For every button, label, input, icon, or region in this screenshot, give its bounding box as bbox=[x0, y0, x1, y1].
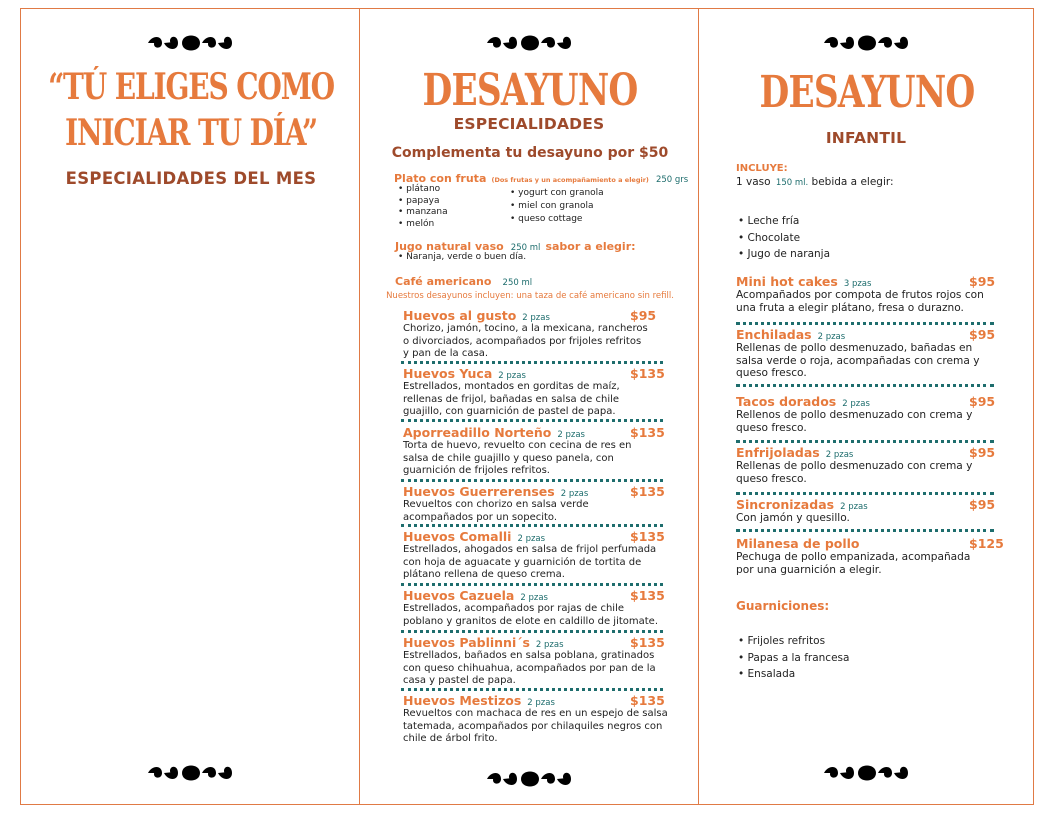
description-line: con queso chihuahua, acompañados por pan de la bbox=[403, 662, 656, 674]
list-item: • Ensalada bbox=[738, 666, 849, 683]
bottom-ornament-icon bbox=[699, 761, 1033, 785]
description-line: acompañados por un sopecito. bbox=[403, 511, 558, 523]
menu-item-qty: 2 pzas bbox=[557, 430, 585, 440]
menu-item-price: $135 bbox=[630, 366, 665, 381]
menu-item-qty: 2 pzas bbox=[560, 489, 589, 499]
includes-label: INCLUYE: bbox=[736, 163, 788, 174]
kids-breakfast-panel bbox=[698, 8, 1034, 805]
quote-line-1: “TÚ ELIGES COMO bbox=[48, 66, 334, 108]
fruit-list bbox=[398, 184, 448, 230]
coffee-label: Café americano bbox=[395, 275, 492, 288]
menu-item-price: $95 bbox=[969, 497, 996, 512]
description-line: Estrellados, ahogados en salsa de frijol perfumada bbox=[403, 544, 657, 555]
panel-title: DESAYUNO bbox=[759, 67, 975, 118]
menu-item-price: $95 bbox=[969, 445, 996, 460]
menu-item-title bbox=[736, 327, 845, 342]
list-item: • melón bbox=[398, 219, 448, 231]
menu-item-name: Huevos Cazuela bbox=[403, 588, 515, 603]
cover-panel bbox=[20, 8, 360, 805]
dotted-divider bbox=[401, 630, 663, 633]
menu-item-price: $135 bbox=[630, 635, 665, 650]
menu-item-title bbox=[736, 274, 871, 289]
menu-item-name: Aporreadillo Norteño bbox=[403, 425, 552, 440]
specials-subtitle: ESPECIALIDADES DEL MES bbox=[65, 169, 317, 188]
dotted-divider bbox=[401, 583, 663, 586]
menu-item-name: Huevos Yuca bbox=[403, 366, 493, 381]
description-line: Revueltos con chorizo en salsa verde bbox=[403, 499, 589, 510]
dotted-divider bbox=[401, 419, 663, 422]
list-item: • miel con granola bbox=[510, 200, 604, 213]
bottom-ornament-icon bbox=[360, 767, 698, 791]
list-item: • queso cottage bbox=[510, 213, 604, 226]
dotted-divider bbox=[401, 361, 663, 364]
menu-item-title bbox=[736, 536, 860, 551]
menu-item-price: $95 bbox=[630, 308, 657, 323]
menu-item-description bbox=[403, 323, 648, 361]
description-line: guarnición de frijoles refritos. bbox=[403, 465, 550, 476]
description-line: o divorciados, acompañados por frijoles refritos bbox=[403, 335, 642, 347]
top-ornament-icon bbox=[699, 31, 1033, 55]
description-line: queso fresco. bbox=[736, 367, 807, 379]
menu-item-description bbox=[736, 512, 850, 525]
menu-item-description bbox=[736, 409, 972, 434]
description-line: rellenas de frijol, bañadas en salsa de chile bbox=[403, 393, 620, 405]
menu-item-name: Enfrijoladas bbox=[736, 445, 820, 460]
section-subtitle: ESPECIALIDADES bbox=[453, 115, 605, 133]
menu-item-price: $135 bbox=[630, 529, 665, 544]
menu-item-title bbox=[403, 588, 548, 603]
menu-item-title bbox=[403, 366, 526, 381]
menu-item-price: $95 bbox=[969, 327, 996, 342]
coffee-line bbox=[395, 270, 532, 289]
juice-label: Jugo natural vaso bbox=[395, 240, 504, 253]
menu-item-price: $135 bbox=[630, 693, 665, 708]
fruit-plate-label: Plato con fruta bbox=[394, 172, 487, 185]
menu-item-title bbox=[403, 635, 564, 650]
description-line: Con jamón y quesillo. bbox=[736, 512, 850, 524]
list-item: • yogurt con granola bbox=[510, 187, 604, 200]
menu-item-name: Enchiladas bbox=[736, 327, 812, 342]
menu-item-title bbox=[403, 529, 545, 544]
menu-item-price: $125 bbox=[969, 536, 1004, 551]
menu-item-qty: 2 pzas bbox=[825, 450, 854, 460]
menu-item-name: Huevos Guerrerenses bbox=[403, 484, 555, 499]
description-line: por una guarnición a elegir. bbox=[736, 563, 882, 576]
menu-item-description bbox=[736, 342, 979, 380]
menu-item-qty: 2 pzas bbox=[527, 698, 555, 708]
menu-item-name: Tacos dorados bbox=[736, 394, 837, 409]
menu-item-name: Huevos Mestizos bbox=[403, 693, 522, 708]
menu-item-qty: 2 pzas bbox=[517, 534, 546, 544]
list-item: • Jugo de naranja bbox=[738, 246, 830, 263]
menu-item-description bbox=[403, 440, 632, 478]
juice-options-text: Naranja, verde o buen día. bbox=[406, 252, 527, 262]
bottom-ornament-icon bbox=[21, 761, 359, 785]
description-line: Rellenas de pollo desmenuzado con crema y bbox=[736, 460, 973, 472]
menu-item-name: Huevos al gusto bbox=[403, 308, 517, 323]
menu-item-title bbox=[403, 308, 550, 323]
menu-item-title bbox=[403, 484, 588, 499]
description-line: Torta de huevo, revuelto con cecina de res en bbox=[403, 440, 632, 451]
description-line: salsa de chile guajillo y queso panela, con bbox=[403, 452, 614, 464]
includes-note: Nuestros desayunos incluyen: una taza de café americano sin refill. bbox=[386, 291, 674, 301]
drink-suffix: bebida a elegir: bbox=[811, 176, 894, 188]
list-item: • Papas a la francesa bbox=[738, 650, 849, 667]
menu-item-title bbox=[403, 425, 585, 440]
menu-item-qty: 2 pzas bbox=[520, 593, 548, 603]
menu-item-qty: 2 pzas bbox=[498, 371, 526, 381]
quote-line-2: INICIAR TU DÍA” bbox=[64, 112, 318, 154]
dotted-divider bbox=[401, 688, 663, 691]
description-line: queso fresco. bbox=[736, 472, 807, 485]
menu-item-title bbox=[736, 394, 870, 409]
description-line: queso fresco. bbox=[736, 421, 807, 434]
list-item: • Frijoles refritos bbox=[738, 633, 849, 650]
menu-item-description bbox=[403, 381, 620, 419]
drink-prefix: 1 vaso bbox=[736, 176, 771, 188]
description-line: plátano rellena de queso crema. bbox=[403, 569, 565, 580]
dotted-divider bbox=[736, 384, 994, 387]
section-subtitle: INFANTIL bbox=[825, 129, 907, 147]
coffee-size: 250 ml bbox=[502, 278, 533, 288]
description-line: Acompañados por compota de frutos rojos con bbox=[736, 289, 984, 301]
juice-size: 250 ml bbox=[510, 243, 541, 253]
menu-item-name: Mini hot cakes bbox=[736, 274, 838, 289]
dotted-divider bbox=[401, 524, 663, 527]
menu-item-description bbox=[403, 544, 656, 582]
menu-item-description bbox=[403, 603, 658, 628]
list-item: • Leche fría bbox=[738, 213, 830, 230]
menu-item-name: Huevos Pablinni´s bbox=[403, 635, 530, 650]
menu-item-price: $135 bbox=[630, 425, 665, 440]
description-line: Rellenas de pollo desmenuzado, bañadas en bbox=[736, 342, 973, 354]
description-line: una fruta a elegir plátano, fresa o durazno. bbox=[736, 301, 964, 314]
sides-label: Guarniciones: bbox=[736, 599, 830, 613]
description-line: Estrellados, acompañados por rajas de chile bbox=[403, 603, 625, 614]
description-line: poblano y granitos de elote en caldillo de jitomate. bbox=[403, 615, 659, 627]
description-line: Rellenos de pollo desmenuzado con crema y bbox=[736, 409, 973, 421]
list-item: • Chocolate bbox=[738, 230, 830, 247]
menu-item-title bbox=[736, 445, 853, 460]
complement-heading: Complementa tu desayuno por $50 bbox=[391, 145, 669, 161]
menu-item-description bbox=[403, 499, 589, 524]
dotted-divider bbox=[736, 529, 994, 532]
menu-item-qty: 2 pzas bbox=[522, 313, 550, 323]
dotted-divider bbox=[736, 322, 994, 325]
menu-item-description bbox=[736, 460, 972, 485]
drink-line bbox=[736, 176, 894, 188]
description-line: chile de árbol frito. bbox=[403, 733, 498, 744]
fruit-plate-size: 250 grs bbox=[655, 175, 689, 185]
top-ornament-icon bbox=[21, 31, 359, 55]
menu-item-qty: 2 pzas bbox=[840, 502, 868, 512]
list-item: • plátano bbox=[398, 184, 448, 196]
menu-item-price: $95 bbox=[969, 394, 996, 409]
fruit-plate-note: (Dos frutas y un acompañamiento a elegir) bbox=[491, 176, 649, 184]
description-line: tatemada, acompañados por chilaquiles negros con bbox=[403, 720, 663, 732]
description-line: guajillo, con guarnición de pastel de papa. bbox=[403, 406, 616, 417]
menu-item-name: Huevos Comalli bbox=[403, 529, 512, 544]
dotted-divider bbox=[736, 492, 994, 495]
description-line: con hoja de aguacate y guarnición de tortita de bbox=[403, 556, 642, 568]
sides-list bbox=[738, 633, 849, 683]
list-item: • papaya bbox=[398, 196, 448, 208]
description-line: casa y pastel de papa. bbox=[403, 675, 516, 686]
juice-suffix: sabor a elegir: bbox=[545, 240, 636, 253]
juice-options: • Naranja, verde o buen día. bbox=[398, 252, 527, 262]
extras-list bbox=[510, 187, 604, 226]
menu-item-qty: 3 pzas bbox=[843, 279, 872, 289]
menu-item-title bbox=[736, 497, 868, 512]
menu-item-price: $135 bbox=[630, 484, 665, 499]
menu-item-description bbox=[403, 708, 668, 746]
description-line: Revueltos con machaca de res en un espejo de salsa bbox=[403, 708, 668, 719]
description-line: y pan de la casa. bbox=[403, 348, 488, 359]
top-ornament-icon bbox=[360, 31, 698, 55]
panel-title: DESAYUNO bbox=[422, 65, 638, 116]
drink-size: 150 ml. bbox=[775, 178, 809, 188]
description-line: salsa verde o roja, acompañadas con crema y bbox=[736, 354, 980, 367]
drinks-list bbox=[738, 213, 830, 263]
description-line: Estrellados, montados en gorditas de maíz, bbox=[403, 381, 620, 392]
dotted-divider bbox=[401, 479, 663, 482]
menu-item-qty: 2 pzas bbox=[817, 332, 846, 342]
description-line: Estrellados, bañados en salsa poblana, gratinados bbox=[403, 650, 655, 661]
dotted-divider bbox=[736, 440, 994, 443]
menu-item-description bbox=[736, 551, 970, 576]
menu-item-name: Sincronizadas bbox=[736, 497, 835, 512]
menu-item-qty: 2 pzas bbox=[535, 640, 564, 650]
menu-item-description bbox=[736, 289, 984, 314]
menu-item-title bbox=[403, 693, 555, 708]
menu-item-description bbox=[403, 650, 656, 688]
description-line: Pechuga de pollo empanizada, acompañada bbox=[736, 551, 971, 563]
breakfast-specials-panel bbox=[359, 8, 699, 805]
menu-item-price: $135 bbox=[630, 588, 665, 603]
description-line: Chorizo, jamón, tocino, a la mexicana, rancheros bbox=[403, 323, 648, 334]
menu-item-name: Milanesa de pollo bbox=[736, 536, 860, 551]
menu-item-price: $95 bbox=[969, 274, 996, 289]
menu-item-qty: 2 pzas bbox=[842, 399, 870, 409]
list-item: • manzana bbox=[398, 207, 448, 219]
